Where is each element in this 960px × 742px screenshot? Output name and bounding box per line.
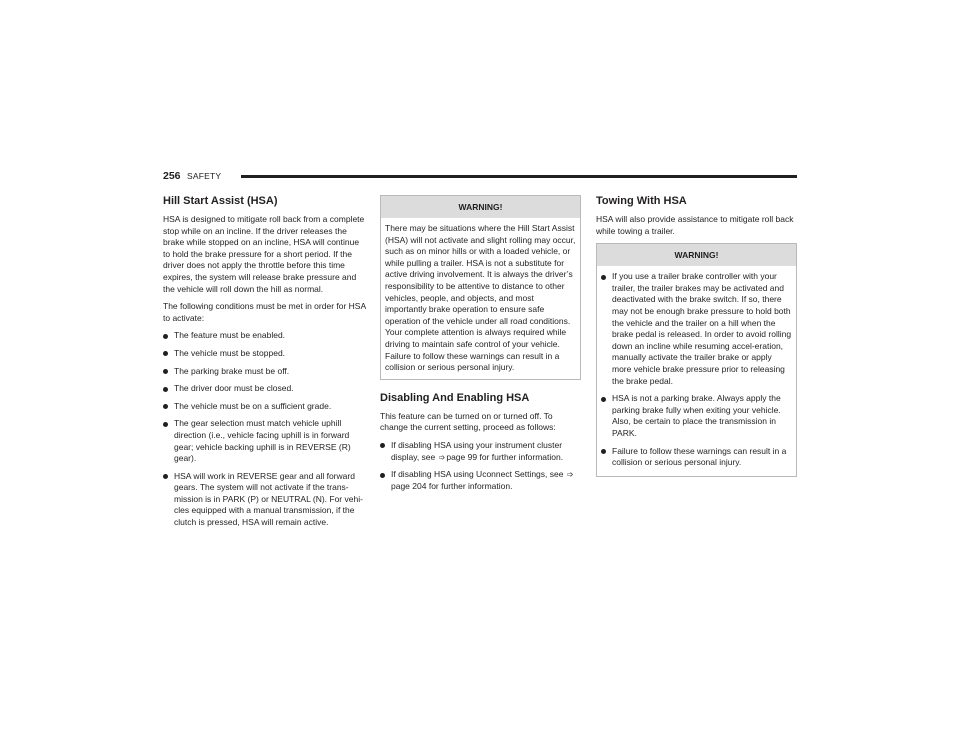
list-item: The driver door must be closed. <box>163 383 366 395</box>
page-link[interactable]: page 99 <box>446 451 478 462</box>
bullet-icon <box>163 369 168 374</box>
list-item: The vehicle must be stopped. <box>163 348 366 360</box>
section-title-hsa: Hill Start Assist (HSA) <box>163 195 278 207</box>
list-item: Failure to follow these warnings can result in a collision or serious personal injury. <box>601 446 792 469</box>
bullet-icon <box>601 449 606 454</box>
hsa-conditions-list <box>163 330 366 528</box>
page-number: 256 <box>163 170 181 182</box>
section-name: SAFETY <box>187 170 222 181</box>
warning-body <box>597 266 796 476</box>
warning-box <box>380 195 581 380</box>
page-link[interactable]: page 204 <box>391 480 427 491</box>
bullet-icon <box>163 351 168 356</box>
list-item: If disabling HSA using Uconnect Settings, see ➩page 204 for further information. <box>380 469 581 492</box>
bullet-icon <box>163 422 168 427</box>
warning-box <box>596 243 797 477</box>
arrow-right-icon: ➩ <box>566 470 574 480</box>
list-item: The gear selection must match vehicle uphill direction (i.e., vehicle facing uphill is in forward gear; vehicle backing uphill is in REVERSE (R) gear). <box>163 418 366 464</box>
hsa-description: HSA is designed to mitigate roll back from a complete stop while on an incline. If the driver releases the brake while stopped on an incline, HSA will continue to hold the brake pressure for a short period. If the driver does not apply the throttle before this time expires, the system will release brake pressure and the vehicle will roll down the hill as normal. <box>163 214 365 294</box>
disabling-list <box>380 440 581 492</box>
list-item: HSA is not a parking brake. Always apply the parking brake fully when exiting your vehicle. Also, be certain to place the transmission in PARK. <box>601 393 792 439</box>
column-left <box>163 195 366 535</box>
bullet-icon <box>380 443 385 448</box>
section-title-towing: Towing With HSA <box>596 195 687 207</box>
page-header <box>163 170 797 184</box>
list-item: If you use a trailer brake controller with your trailer, the trailer brakes may be activated and deactivated with the brake switch. If so, there may not be enough brake pressure to hold both the vehicle and the trailer on a hill when the brake pedal is released. In order to avoid rolling down an incline while resuming accel-eration, manually activate the trailer brake or apply more vehicle brake pressure prior to releasing the brake pedal. <box>601 271 792 387</box>
column-right <box>596 195 797 477</box>
bullet-icon <box>163 334 168 339</box>
warning-text: There may be situations where the Hill Start Assist (HSA) will not activate and slight rolling may occur, such as on minor hills or with a loaded vehicle, or while pulling a trailer. HSA is not a substitute for active driving involvement. It is always the driver’s responsibility to be attentive to distance to other vehicles, people, and objects, and most importantly brake operation to ensure safe operation of the vehicle under all road conditions. Your complete attention is always required while driving to maintain safe control of your vehicle. Failure to follow these warnings can result in a collision or serious personal injury. <box>385 223 576 373</box>
list-item: HSA will work in REVERSE gear and all forward gears. The system will not activate if the trans-mission is in PARK (P) or NEUTRAL (N). For vehi-cles equipped with a manual transmission, if the clutch is pressed, HSA will remain active. <box>163 471 366 529</box>
bullet-icon <box>163 474 168 479</box>
towing-intro: HSA will also provide assistance to mitigate roll back while towing a trailer. <box>596 214 794 236</box>
warning-title: WARNING! <box>381 196 580 218</box>
arrow-right-icon: ➩ <box>438 452 446 462</box>
disabling-intro: This feature can be turned on or turned off. To change the current setting, proceed as follows: <box>380 410 556 433</box>
bullet-icon <box>601 397 606 402</box>
hsa-conditions-intro: The following conditions must be met in order for HSA to activate: <box>163 301 366 323</box>
list-item: The feature must be enabled. <box>163 330 366 342</box>
bullet-icon <box>163 404 168 409</box>
list-item: If disabling HSA using your instrument cluster display, see ➩page 99 for further information. <box>380 440 581 463</box>
list-item: The parking brake must be off. <box>163 366 366 378</box>
warning-title: WARNING! <box>597 244 796 266</box>
bullet-icon <box>163 387 168 392</box>
bullet-icon <box>601 275 606 280</box>
warning-list <box>601 271 792 469</box>
section-title-disabling: Disabling And Enabling HSA <box>380 391 530 404</box>
list-item: The vehicle must be on a sufficient grade. <box>163 401 366 413</box>
column-middle <box>380 195 581 498</box>
bullet-icon <box>380 473 385 478</box>
header-rule <box>241 175 797 178</box>
